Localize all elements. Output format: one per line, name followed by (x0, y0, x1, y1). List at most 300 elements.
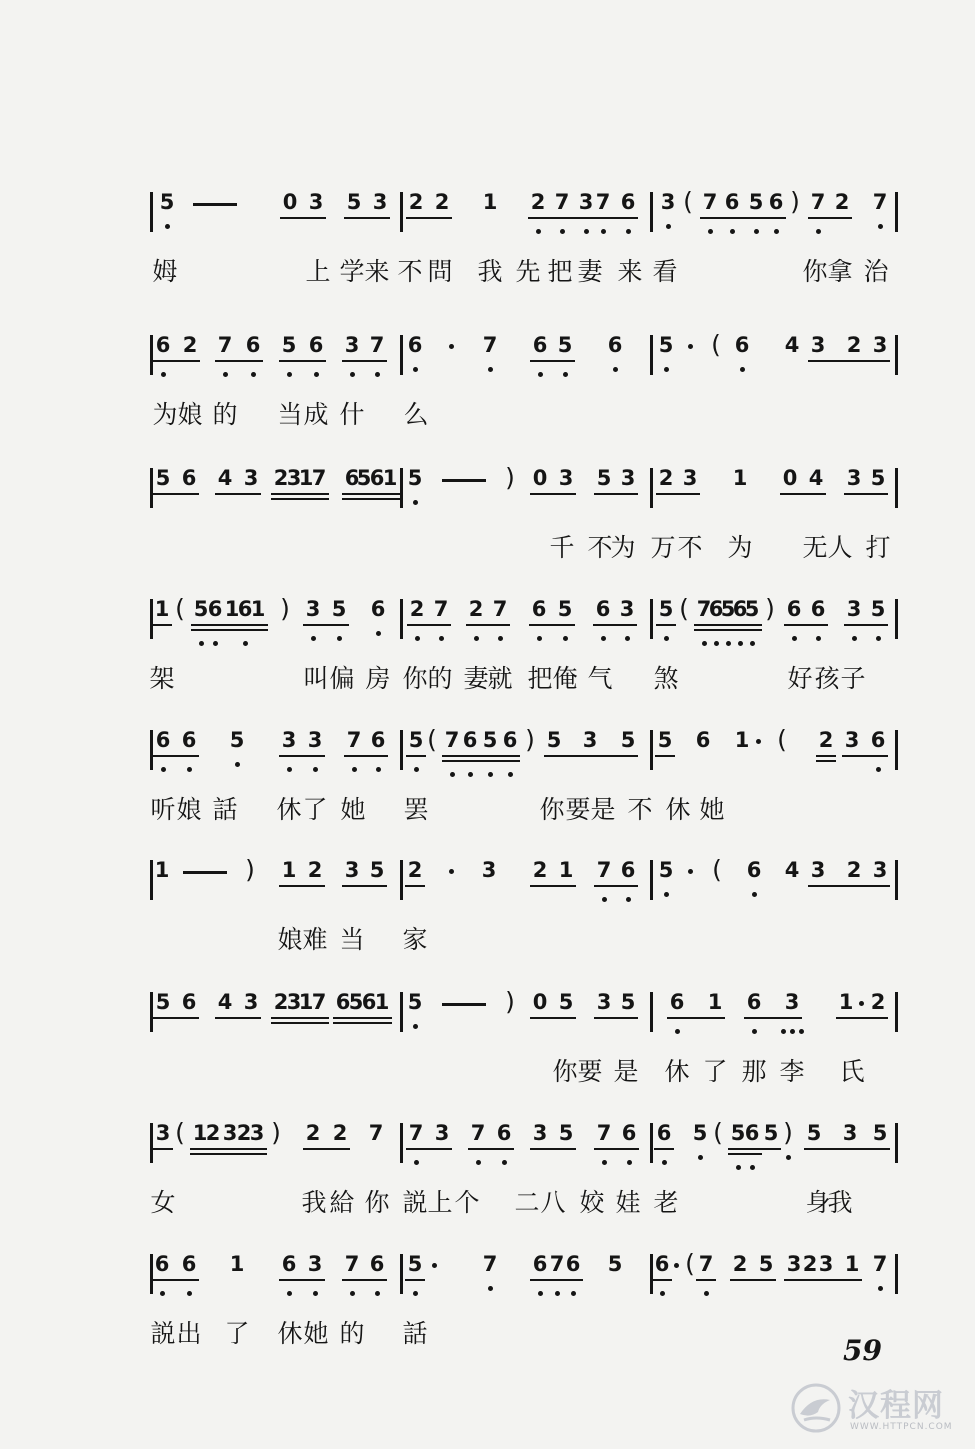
note: 3 (786, 1252, 802, 1276)
note: 3 (846, 466, 862, 490)
octave-dot (488, 1286, 493, 1291)
note: 2 (332, 1121, 348, 1145)
barline (895, 1254, 898, 1294)
barline (400, 1254, 403, 1294)
octave-dot (698, 1155, 703, 1160)
octave-dot (413, 1024, 418, 1029)
note: 6 (669, 990, 685, 1014)
lyric-char: 女 (150, 1188, 176, 1217)
note: 0 (532, 990, 548, 1014)
octave-dot (664, 636, 669, 641)
note: 6 (531, 597, 547, 621)
octave-dot (160, 1291, 165, 1296)
lyric-char: 拿 (827, 257, 853, 286)
note: 5 (348, 990, 364, 1014)
note: 1 (482, 190, 498, 214)
note: 1 (298, 466, 314, 490)
octave-dot (708, 229, 713, 234)
octave-dot (702, 641, 707, 646)
note: 3 (582, 728, 598, 752)
note: 6 (732, 597, 748, 621)
note: 3 (286, 466, 302, 490)
duration-underline (530, 885, 576, 887)
note: 5 (346, 190, 362, 214)
lyric-char: 的 (339, 1319, 365, 1348)
lyric-char: 娘 (176, 795, 202, 824)
octave-dot (352, 767, 357, 772)
note: 5 (356, 466, 372, 490)
note: 3 (434, 1121, 450, 1145)
note: 5 (870, 466, 886, 490)
note: 7 (311, 466, 327, 490)
note: 3 (558, 466, 574, 490)
octave-dot (584, 229, 589, 234)
note: 3 (307, 1252, 323, 1276)
duration-underline (593, 217, 638, 219)
barline (150, 1123, 153, 1163)
lyric-char: 气 (587, 664, 613, 693)
octave-dot (187, 767, 192, 772)
note: 5 (482, 728, 498, 752)
octave-dot (287, 1291, 292, 1296)
note: 3 (818, 1252, 834, 1276)
duration-underline (842, 755, 888, 757)
octave-dot (337, 636, 342, 641)
note: 3 (305, 597, 321, 621)
duration-underline (844, 360, 890, 362)
note: 1 (229, 1252, 245, 1276)
duration-underline (694, 629, 762, 631)
note: 7 (482, 333, 498, 357)
note: 5 (407, 466, 423, 490)
bird-logo-icon (790, 1382, 842, 1434)
note: 1 (224, 597, 240, 621)
duration-underline (594, 1148, 639, 1150)
duration-dot (688, 344, 693, 349)
note: 7 (492, 597, 508, 621)
watermark-url: WWW.HTTPCN.COM (850, 1422, 953, 1432)
octave-dot (664, 367, 669, 372)
barline (150, 192, 153, 232)
note: 7 (595, 190, 611, 214)
lyric-char: 給 (329, 1188, 355, 1217)
octave-dot (376, 767, 381, 772)
lyric-char: 身 (805, 1188, 831, 1217)
note: 6 (810, 597, 826, 621)
octave-dot (488, 367, 493, 372)
note: 6 (502, 728, 518, 752)
octave-dot (287, 767, 292, 772)
lyric-char: 听 (150, 795, 176, 824)
octave-dot (714, 641, 719, 646)
octave-dot (413, 500, 418, 505)
note: 2 (409, 597, 425, 621)
lyric-char: 話 (212, 795, 238, 824)
lyric-char: 孩 (814, 664, 840, 693)
octave-dot (752, 1029, 757, 1034)
barline (650, 992, 653, 1032)
duration-underline (303, 624, 349, 626)
note: 7 (872, 190, 888, 214)
lyric-char: 俺 (552, 664, 578, 693)
octave-dot (314, 372, 319, 377)
octave-dot (413, 367, 418, 372)
note: 5 (229, 728, 245, 752)
duration-underline (761, 1148, 781, 1150)
note: 3 (872, 333, 888, 357)
lyric-char: 你 (802, 257, 828, 286)
lyric-char: 房 (365, 664, 391, 693)
note: 5 (155, 466, 171, 490)
duration-underline (744, 1017, 802, 1019)
lyric-char: 学 (339, 257, 365, 286)
octave-dot (235, 762, 240, 767)
note: 3 (308, 190, 324, 214)
duration-underline (730, 1279, 776, 1281)
close-paren: ) (525, 725, 535, 754)
octave-dot (313, 1291, 318, 1296)
note: 5 (557, 597, 573, 621)
lyric-char: 她 (340, 795, 366, 824)
note: 5 (369, 858, 385, 882)
octave-dot (726, 641, 731, 646)
octave-dot (476, 1160, 481, 1165)
note: 4 (784, 333, 800, 357)
duration-underline (784, 1279, 862, 1281)
lyric-char: 当 (339, 925, 365, 954)
lyric-char: 把 (527, 664, 553, 693)
duration-underline (215, 493, 261, 495)
lyric-char: 不 (587, 533, 613, 562)
note: 2 (407, 858, 423, 882)
octave-dot (816, 229, 821, 234)
note: 6 (181, 990, 197, 1014)
lyric-char: 千 (549, 533, 575, 562)
note: 6 (870, 728, 886, 752)
barline (650, 599, 653, 639)
note: 6 (607, 333, 623, 357)
note: 1 (844, 1252, 860, 1276)
note: 6 (621, 1121, 637, 1145)
note: 6 (344, 466, 360, 490)
duration-underline (406, 755, 426, 757)
octave-dot (187, 1291, 192, 1296)
octave-dot (736, 1165, 741, 1170)
octave-dot (799, 1029, 804, 1034)
note: 6 (361, 990, 377, 1014)
lyric-char: 不 (627, 795, 653, 824)
extension-dash (183, 871, 227, 874)
barline (650, 1254, 653, 1294)
duration-underline (279, 1279, 325, 1281)
duration-underline (333, 1022, 392, 1024)
octave-dot (852, 636, 857, 641)
note: 7 (810, 190, 826, 214)
barline (895, 1123, 898, 1163)
duration-dot (432, 1263, 437, 1268)
duration-underline (405, 885, 425, 887)
note: 3 (842, 1121, 858, 1145)
octave-dot (613, 367, 618, 372)
note: 2 (870, 990, 886, 1014)
note: 7 (344, 1252, 360, 1276)
lyric-char: 你 (402, 664, 428, 693)
lyric-char: 老 (653, 1188, 679, 1217)
duration-underline (594, 885, 638, 887)
duration-underline (333, 1017, 392, 1019)
octave-dot (876, 636, 881, 641)
note: 7 (368, 1121, 384, 1145)
octave-dot (754, 229, 759, 234)
octave-dot (468, 772, 473, 777)
close-paren: ) (505, 463, 515, 492)
lyric-char: 无 (802, 533, 828, 562)
lyric-char: 罢 (403, 795, 429, 824)
note: 1 (732, 466, 748, 490)
lyric-char: 她 (303, 1319, 329, 1348)
note: 6 (620, 190, 636, 214)
open-paren: ( (175, 594, 185, 623)
watermark (790, 1376, 970, 1442)
lyric-char: 李 (779, 1057, 805, 1086)
lyric-char: 叫 (303, 664, 329, 693)
duration-underline (191, 624, 225, 626)
open-paren: ( (175, 1118, 185, 1147)
lyric-char: 好 (787, 664, 813, 693)
extension-dash (193, 203, 237, 206)
note: 1 (838, 990, 854, 1014)
note: 2 (408, 190, 424, 214)
duration-underline (593, 624, 637, 626)
note: 3 (844, 728, 860, 752)
duration-underline (407, 624, 451, 626)
note: 2 (468, 597, 484, 621)
lyric-char: 話 (402, 1319, 428, 1348)
lyric-char: 治 (863, 257, 889, 286)
note: 6 (734, 333, 750, 357)
lyric-char: 是 (613, 1057, 639, 1086)
barline (650, 860, 653, 900)
open-paren: ( (713, 1118, 723, 1147)
note: 5 (758, 1252, 774, 1276)
duration-underline (280, 217, 326, 219)
lyric-char: 要 (577, 1057, 603, 1086)
note: 3 (620, 466, 636, 490)
close-paren: ) (790, 187, 800, 216)
duration-underline (667, 1017, 725, 1019)
note: 3 (660, 190, 676, 214)
note: 2 (530, 190, 546, 214)
duration-underline (220, 1148, 267, 1150)
note: 7 (311, 990, 327, 1014)
duration-underline (728, 1153, 762, 1155)
duration-underline (271, 1022, 329, 1024)
open-paren: ( (712, 855, 722, 884)
octave-dot (738, 641, 743, 646)
barline (400, 860, 403, 900)
open-paren: ( (683, 187, 693, 216)
octave-dot (251, 372, 256, 377)
note: 1 (558, 858, 574, 882)
duration-underline (808, 217, 852, 219)
note: 7 (698, 1252, 714, 1276)
lyric-char: 説 (150, 1319, 176, 1348)
octave-dot (750, 1165, 755, 1170)
octave-dot (790, 1029, 795, 1034)
note: 6 (207, 597, 223, 621)
lyric-char: 为 (152, 400, 178, 429)
note: 6 (335, 990, 351, 1014)
lyric-char: 为 (610, 533, 636, 562)
note: 3 (481, 858, 497, 882)
note: 1 (298, 990, 314, 1014)
lyric-char: 当 (277, 400, 303, 429)
note: 3 (596, 990, 612, 1014)
lyric-char: 出 (176, 1319, 202, 1348)
duration-dot (688, 869, 693, 874)
octave-dot (781, 1029, 786, 1034)
open-paren: ( (685, 1249, 695, 1278)
octave-dot (498, 636, 503, 641)
duration-underline (654, 1148, 674, 1150)
duration-underline (816, 760, 836, 762)
note: 7 (217, 333, 233, 357)
duration-underline (406, 1148, 452, 1150)
note: 5 (620, 728, 636, 752)
octave-dot (538, 372, 543, 377)
note: 3 (307, 728, 323, 752)
lyric-char: 偏 (329, 664, 355, 693)
note: 6 (768, 190, 784, 214)
note: 6 (181, 728, 197, 752)
note: 5 (620, 990, 636, 1014)
note: 1 (154, 858, 170, 882)
open-paren: ( (711, 330, 721, 359)
note: 5 (159, 190, 175, 214)
lyric-char: 説 (402, 1188, 428, 1217)
lyric-char: 了 (702, 1057, 728, 1086)
note: 5 (558, 1121, 574, 1145)
note: 4 (217, 990, 233, 1014)
note: 0 (782, 466, 798, 490)
note: 4 (784, 858, 800, 882)
octave-dot (450, 772, 455, 777)
note: 5 (748, 190, 764, 214)
note: 1 (192, 1121, 208, 1145)
note: 3 (286, 990, 302, 1014)
barline (895, 730, 898, 770)
note: 7 (696, 597, 712, 621)
duration-underline (153, 1148, 173, 1150)
octave-dot (704, 1291, 709, 1296)
note: 5 (607, 1252, 623, 1276)
octave-dot (627, 1160, 632, 1165)
lyric-char: 休 (276, 795, 302, 824)
note: 6 (654, 1252, 670, 1276)
octave-dot (626, 897, 631, 902)
lyric-char: 不 (677, 533, 703, 562)
duration-underline (342, 1279, 387, 1281)
note: 6 (407, 333, 423, 357)
note: 7 (346, 728, 362, 752)
duration-underline (594, 493, 638, 495)
octave-dot (752, 892, 757, 897)
duration-underline (344, 217, 390, 219)
duration-underline (344, 755, 388, 757)
octave-dot (816, 636, 821, 641)
note: 3 (578, 190, 594, 214)
note: 1 (374, 990, 390, 1014)
octave-dot (537, 636, 542, 641)
duration-underline (406, 217, 452, 219)
barline (650, 1123, 653, 1163)
lyric-char: 八 (540, 1188, 566, 1217)
note: 3 (619, 597, 635, 621)
note: 7 (596, 858, 612, 882)
barline (400, 599, 403, 639)
octave-dot (660, 1291, 665, 1296)
note: 7 (482, 1252, 498, 1276)
note: 3 (243, 466, 259, 490)
note: 7 (554, 190, 570, 214)
duration-underline (836, 1017, 888, 1019)
close-paren: ) (765, 594, 775, 623)
barline (895, 335, 898, 375)
octave-dot (602, 1160, 607, 1165)
lyric-char: 子 (840, 664, 866, 693)
duration-underline (655, 755, 675, 757)
note: 7 (408, 1121, 424, 1145)
octave-dot (375, 1291, 380, 1296)
octave-dot (786, 1155, 791, 1160)
note: 6 (786, 597, 802, 621)
duration-underline (303, 1148, 350, 1150)
note: 1 (250, 597, 266, 621)
note: 7 (872, 1252, 888, 1276)
duration-underline (530, 360, 575, 362)
lyric-char: 休 (665, 795, 691, 824)
note: 5 (872, 1121, 888, 1145)
barline (650, 468, 653, 508)
barline (150, 599, 153, 639)
lyric-char: 休 (277, 1319, 303, 1348)
octave-dot (536, 229, 541, 234)
duration-underline (804, 1148, 890, 1150)
lyric-char: 人 (827, 533, 853, 562)
barline (150, 1254, 153, 1294)
duration-underline (530, 1279, 583, 1281)
note: 7 (549, 1252, 565, 1276)
note: 6 (237, 597, 253, 621)
duration-underline (700, 217, 786, 219)
duration-underline (844, 885, 890, 887)
duration-underline (222, 624, 268, 626)
octave-dot (675, 1029, 680, 1034)
octave-dot (161, 372, 166, 377)
note: 7 (444, 728, 460, 752)
note: 6 (281, 1252, 297, 1276)
octave-dot (243, 641, 248, 646)
note: 3 (243, 990, 259, 1014)
lyric-char: 妻 (463, 664, 489, 693)
note: 2 (846, 858, 862, 882)
close-paren: ) (245, 855, 255, 884)
duration-underline (442, 755, 520, 757)
lyric-char: 了 (224, 1319, 250, 1348)
note: 6 (245, 333, 261, 357)
note: 0 (282, 190, 298, 214)
lyric-char: 来 (364, 257, 390, 286)
